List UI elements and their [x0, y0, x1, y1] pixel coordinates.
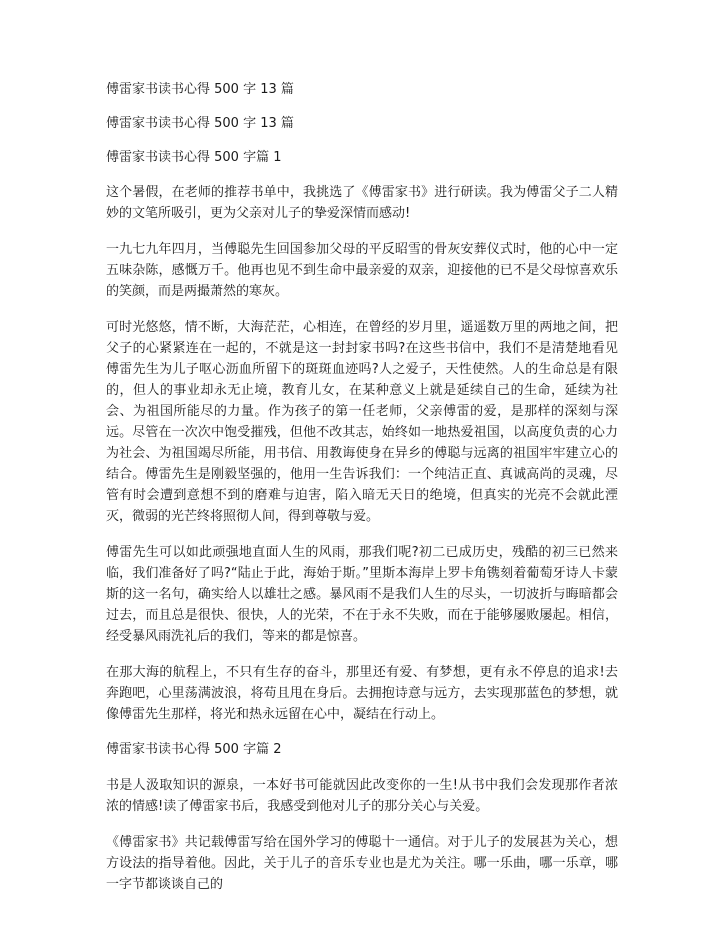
section-2-paragraph-2: 《傅雷家书》共记载傅雷写给在国外学习的傅聪十一通信。对于儿子的发展甚为关心，想方设法的指导着他。因此，关于儿子的音乐专业也是尤为关注。哪一乐曲，哪一乐章，哪一字节都谈谈自己的	[106, 835, 618, 892]
document-title-repeat: 傅雷家书读书心得 500 字 13 篇	[106, 116, 294, 131]
section-1-paragraph-3: 可时光悠悠，情不断，大海茫茫，心相连，在曾经的岁月里，遥遥数万里的两地之间，把父子的心紧紧连在一起的，不就是这一封封家书吗?在这些书信中，我们不是清楚地看见傅雷先生为儿子呕心沥血所留下的斑斑血迹吗?人之爱子，天性使然。人的生命总是有限的，但人的事业却永无止境，教育儿女，在某种意义上就是延续自己的生命，延续为社会、为祖国所能尽的力量。作为孩子的第一任老师，父亲傅雷的爱，是那样的深刻与深远。尽管在一次次中饱受摧残，但他不改其志，始终如一地热爱祖国，以高度负责的心力为社会、为祖国竭尽所能，用书信、用教诲使身在异乡的傅聪与远离的祖国牢牢建立心的结合。傅雷先生是刚毅坚强的，他用一生告诉我们：一个纯洁正直、真诚高尚的灵魂，尽管有时会遭到意想不到的磨难与迫害，陷入暗无天日的绝境，但真实的光亮不会就此湮灭，微弱的光芒终将照彻人间，得到尊敬与爱。	[106, 320, 618, 524]
section-1-paragraph-2: 一九七九年四月，当傅聪先生回国参加父母的平反昭雪的骨灰安葬仪式时，他的心中一定五味杂陈，感慨万千。他再也见不到生命中最亲爱的双亲，迎接他的已不是父母惊喜欢乐的笑颜，而是两撮萧然的寒灰。	[106, 242, 618, 299]
section-1-heading: 傅雷家书读书心得 500 字篇 1	[106, 150, 282, 165]
section-1-paragraph-1: 这个暑假，在老师的推荐书单中，我挑选了《傅雷家书》进行研读。我为傅雷父子二人精妙的文笔所吸引，更为父亲对儿子的挚爱深情而感动!	[106, 185, 618, 221]
document-page	[106, 80, 618, 895]
section-2-paragraph-1: 书是人汲取知识的源泉，一本好书可能就因此改变你的一生!从书中我们会发现那作者浓浓的情感!读了傅雷家书后，我感受到他对儿子的那分关心与关爱。	[106, 778, 618, 814]
document-title: 傅雷家书读书心得 500 字 13 篇	[106, 82, 294, 97]
section-1-paragraph-4: 傅雷先生可以如此顽强地直面人生的风雨，那我们呢?初二已成历史，残酷的初三已然来临，我们准备好了吗?“陆止于此，海始于斯。”里斯本海岸上罗卡角镌刻着葡萄牙诗人卡蒙斯的这一名句，确实给人以雄壮之感。暴风雨不是我们人生的尽头，一切波折与晦暗都会过去，而且总是很快、很快，人的光荣，不在于永不失败，而在于能够屡败屡起。相信，经受暴风雨洗礼后的我们，等来的都是惊喜。	[106, 545, 618, 644]
section-1-paragraph-5: 在那大海的航程上，不只有生存的奋斗，那里还有爱、有梦想，更有永不停息的追求!去奔跑吧，心里荡满波浪，将苟且甩在身后。去拥抱诗意与远方，去实现那蓝色的梦想，就像傅雷先生那样，将光和热永远留在心中，凝结在行动上。	[106, 665, 618, 722]
section-2-heading: 傅雷家书读书心得 500 字篇 2	[106, 742, 282, 757]
